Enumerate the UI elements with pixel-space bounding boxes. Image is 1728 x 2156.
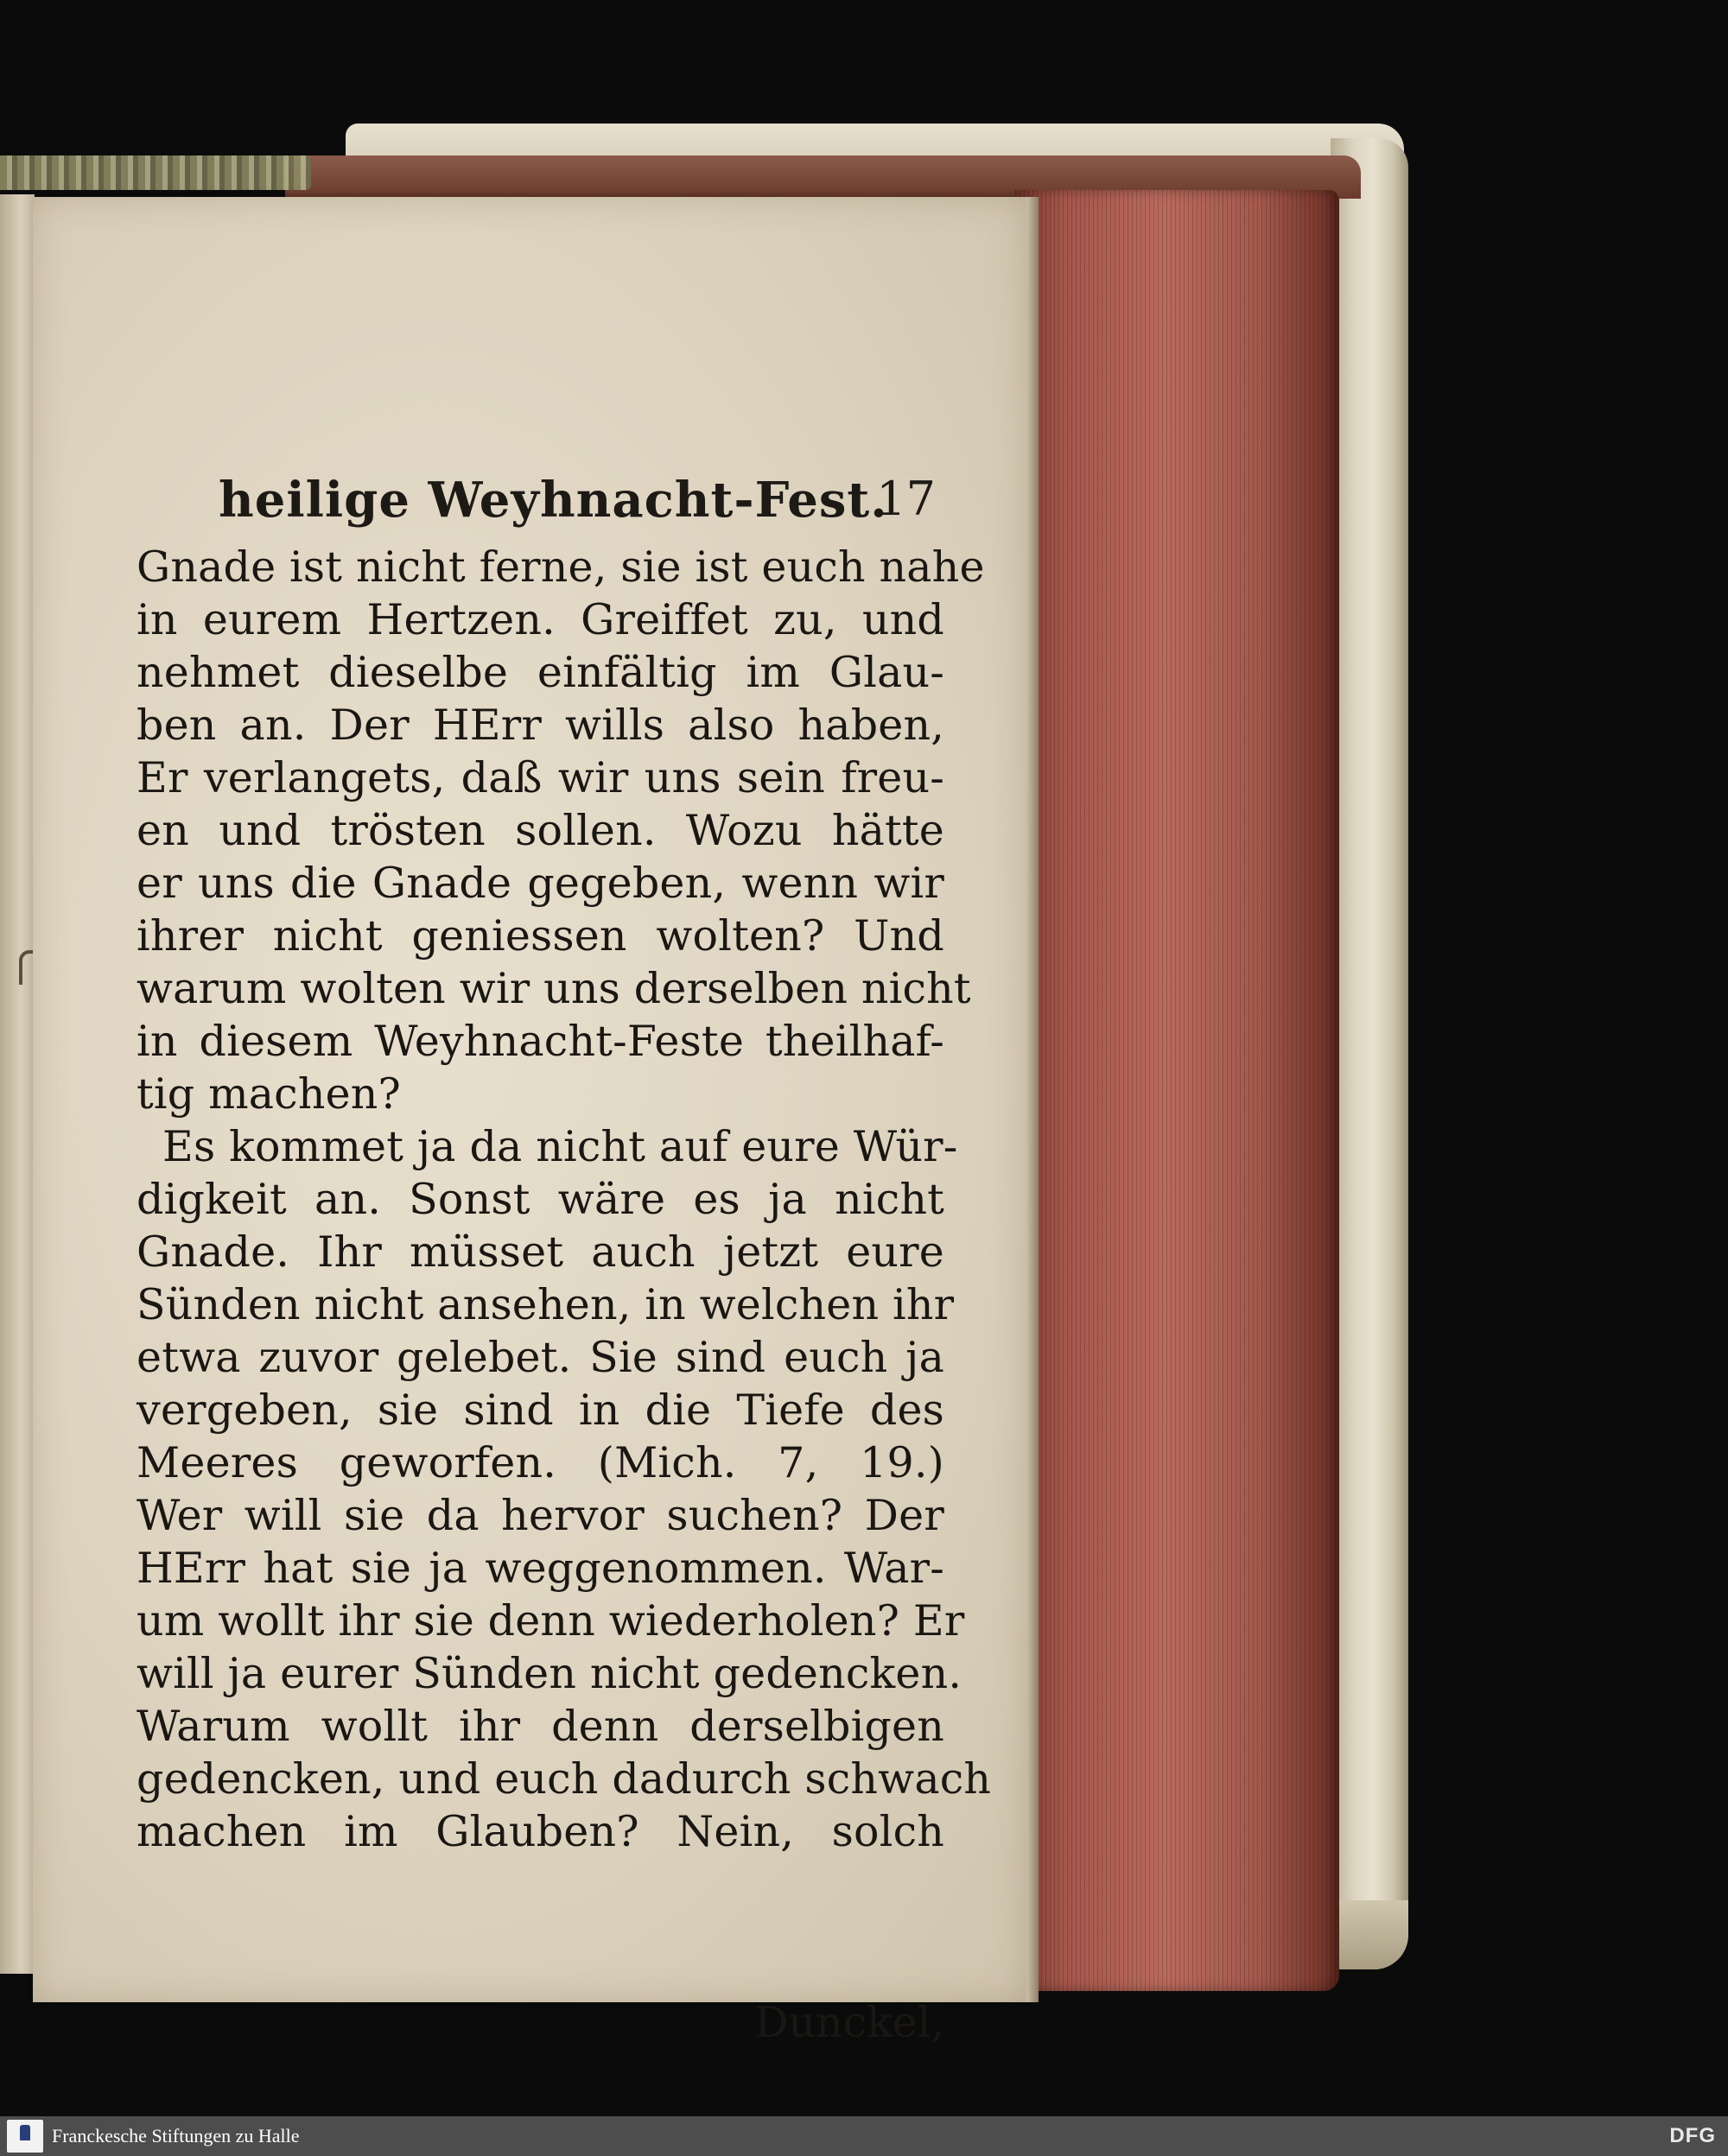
text-line: Gnade. Ihr müsset auch jetzt eure xyxy=(137,1227,944,1277)
text-line: digkeit an. Sonst wäre es ja nicht xyxy=(137,1175,944,1224)
text-line: Sünden nicht ansehen, in welchen ihr xyxy=(137,1280,955,1329)
page-body xyxy=(137,541,992,1858)
text-line: Wer will sie da hervor suchen? Der xyxy=(137,1491,944,1540)
text-line: er uns die Gnade gegeben, wenn wir xyxy=(137,859,944,908)
institution-name: Franckesche Stiftungen zu Halle xyxy=(52,2125,300,2146)
text-line: ben an. Der HErr wills also haben, xyxy=(137,701,944,750)
text-line: in diesem Weyhnacht-Feste theilhaf- xyxy=(137,1017,944,1066)
headband xyxy=(0,155,311,190)
text-line: Er verlangets, daß wir uns sein freu- xyxy=(137,753,944,802)
text-line: um wollt ihr sie denn wiederholen? Er xyxy=(137,1596,965,1646)
footer-bar xyxy=(0,2116,1728,2156)
page-number: 17 xyxy=(876,472,936,526)
text-line: en und trösten sollen. Wozu hätte xyxy=(137,806,944,855)
text-line: Meeres geworfen. (Mich. 7, 19.) xyxy=(137,1438,944,1487)
red-page-edges xyxy=(1015,190,1339,1991)
gutter-sliver xyxy=(0,194,35,1974)
running-title: heilige Weyhnacht-Fest. xyxy=(219,472,888,529)
text-line: Es kommet ja da nicht auf eure Wür- xyxy=(162,1122,958,1171)
text-line: will ja eurer Sünden nicht gedencken. xyxy=(137,1649,962,1698)
text-line: warum wolten wir uns derselben nicht xyxy=(137,964,971,1013)
text-line: vergeben, sie sind in die Tiefe des xyxy=(137,1386,944,1435)
text-line: Gnade ist nicht ferne, sie ist euch nahe xyxy=(137,542,985,592)
vellum-cover-spine-edge xyxy=(1331,138,1408,1969)
catchword: Dunckel, xyxy=(754,1998,944,2047)
text-line: in eurem Hertzen. Greiffet zu, und xyxy=(137,595,944,644)
text-line: tig machen? xyxy=(137,1069,402,1119)
text-line: etwa zuvor gelebet. Sie sind euch ja xyxy=(137,1333,944,1382)
text-line: nehmet dieselbe einfältig im Glau- xyxy=(137,648,944,697)
text-line: HErr hat sie ja weggenommen. War- xyxy=(137,1544,944,1593)
text-line: machen im Glauben? Nein, solch xyxy=(137,1807,944,1856)
running-header xyxy=(219,472,936,541)
dfg-logo: DFG xyxy=(1669,2124,1716,2147)
institution-logo-icon xyxy=(7,2120,43,2153)
text-line: gedencken, und euch dadurch schwach xyxy=(137,1754,992,1804)
text-line: ihrer nicht geniessen wolten? Und xyxy=(137,911,944,961)
text-line: Warum wollt ihr denn derselbigen xyxy=(137,1702,944,1751)
book-page xyxy=(33,197,1026,2047)
